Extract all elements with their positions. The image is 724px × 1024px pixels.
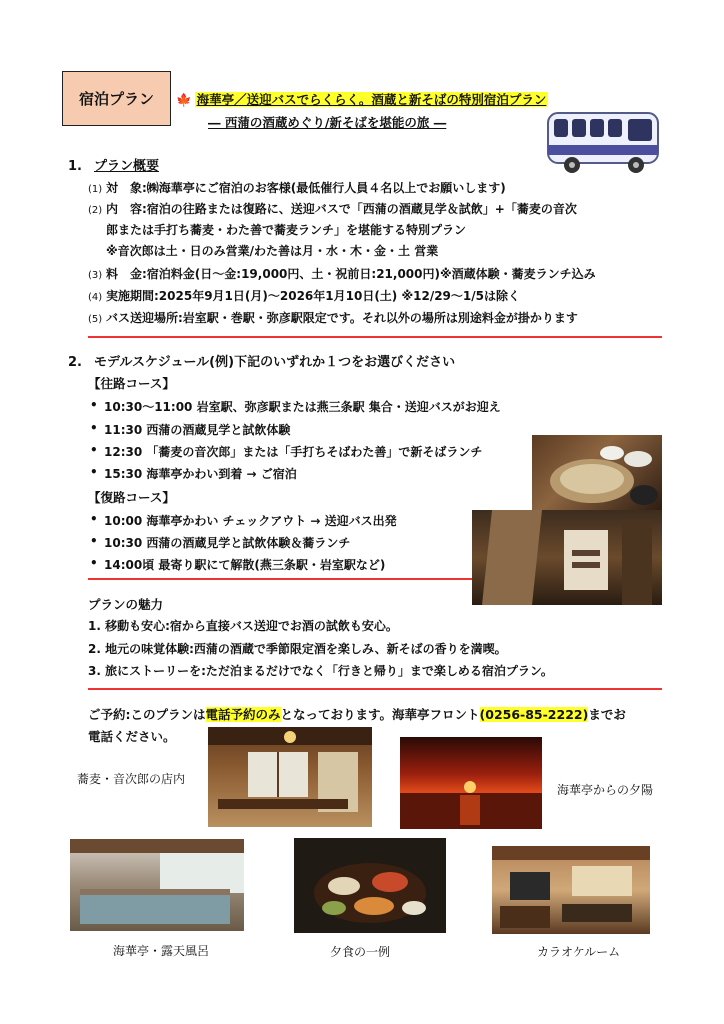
caption-bath: 海華亭・露天風呂 <box>113 944 210 958</box>
section2-heading: 2. モデルスケジュール(例)下記のいずれか１つをお選びください <box>68 355 456 370</box>
schedule-item: • 10:30 西蒲の酒蔵見学と試飲体験＆蕎ランチ <box>104 534 350 551</box>
divider <box>88 688 662 690</box>
bath-photo <box>70 839 244 931</box>
soba-shop-photo <box>208 727 372 827</box>
headline <box>176 90 548 108</box>
phone-number[interactable]: (0256-85-2222) <box>479 707 589 722</box>
overview-item: (1) 対 象:㈱海華亭にご宿泊のお客様(最低催行人員４名以上でお願いします) <box>88 181 506 195</box>
reservation-line2: 電話ください。 <box>88 729 176 744</box>
caption-dinner: 夕食の一例 <box>330 945 391 959</box>
outbound-title: 【往路コース】 <box>88 376 175 391</box>
overview-item: (5) バス送迎場所:岩室駅・巻駅・弥彦駅限定です。それ以外の場所は別途料金が掛かります <box>88 311 578 325</box>
reservation-line: ご予約:このプランは電話予約のみとなっております。海華亭フロント(0256-85-2222)までお <box>88 707 626 722</box>
caption-sunset: 海華亭からの夕陽 <box>557 783 654 797</box>
schedule-item: • 10:30～11:00 岩室駅、弥彦駅または燕三条駅 集合・送迎バスがお迎え <box>104 398 501 415</box>
schedule-item: • 10:00 海華亭かわい チェックアウト → 送迎バス出発 <box>104 512 397 529</box>
karaoke-photo <box>492 846 650 934</box>
schedule-item: • 11:30 西蒲の酒蔵見学と試飲体験 <box>104 421 290 438</box>
overview-item: 郎または手打ち蕎麦・わた善で蕎麦ランチ」を堪能する特別プラン <box>106 223 467 237</box>
subline: ― 西蒲の酒蔵めぐり/新そばを堪能の旅 ― <box>208 115 447 130</box>
overview-item: (3) 料 金:宿泊料金(日～金:19,000円、土・祝前日:21,000円)※酒蔵体験・蕎麦ランチ込み <box>88 267 596 281</box>
bus-icon <box>544 107 664 177</box>
plan-badge: 宿泊プラン <box>62 71 171 126</box>
charm-item: 2. 地元の味覚体験:西蒲の酒蔵で季節限定酒を楽しみ、新そばの香りを満喫。 <box>88 642 507 656</box>
soba-photo <box>532 435 662 515</box>
dinner-photo <box>294 838 446 933</box>
maple-leaf-icon: 🍁 <box>176 92 192 107</box>
schedule-item: • 14:00頃 最寄り駅にて解散(燕三条駅・岩室駅など) <box>104 556 385 573</box>
sunset-photo <box>400 737 542 829</box>
headline-text: 海華亭／送迎バスでらくらく。酒蔵と新そばの特別宿泊プラン <box>196 92 547 107</box>
divider <box>88 578 478 580</box>
overview-item: ※音次郎は土・日のみ営業/わた善は月・水・木・金・土 営業 <box>106 244 439 258</box>
overview-item: (4) 実施期間:2025年9月1日(月)～2026年1月10日(土) ※12/29～1/5は除く <box>88 289 520 303</box>
caption-soba-shop: 蕎麦・音次郎の店内 <box>77 772 186 786</box>
return-title: 【復路コース】 <box>88 490 175 505</box>
schedule-item: • 12:30 「蕎麦の音次郎」または「手打ちそばわた善」で新そばランチ <box>104 443 482 460</box>
brewery-interior-photo <box>472 510 662 605</box>
schedule-item: • 15:30 海華亭かわい到着 → ご宿泊 <box>104 465 297 482</box>
divider <box>88 336 662 338</box>
caption-karaoke: カラオケルーム <box>537 945 621 959</box>
phone-only-highlight: 電話予約のみ <box>205 707 281 722</box>
charm-item: 3. 旅にストーリーを:ただ泊まるだけでなく「行きと帰り」まで楽しめる宿泊プラン。 <box>88 664 553 678</box>
charm-title: プランの魅力 <box>88 597 164 612</box>
section1-heading: 1. プラン概要 <box>68 159 160 174</box>
charm-item: 1. 移動も安心:宿から直接バス送迎でお酒の試飲も安心。 <box>88 619 398 633</box>
overview-item: (2) 内 容:宿泊の往路または復路に、送迎バスで「西蒲の酒蔵見学＆試飲」+「蕎麦の音次 <box>88 202 577 216</box>
